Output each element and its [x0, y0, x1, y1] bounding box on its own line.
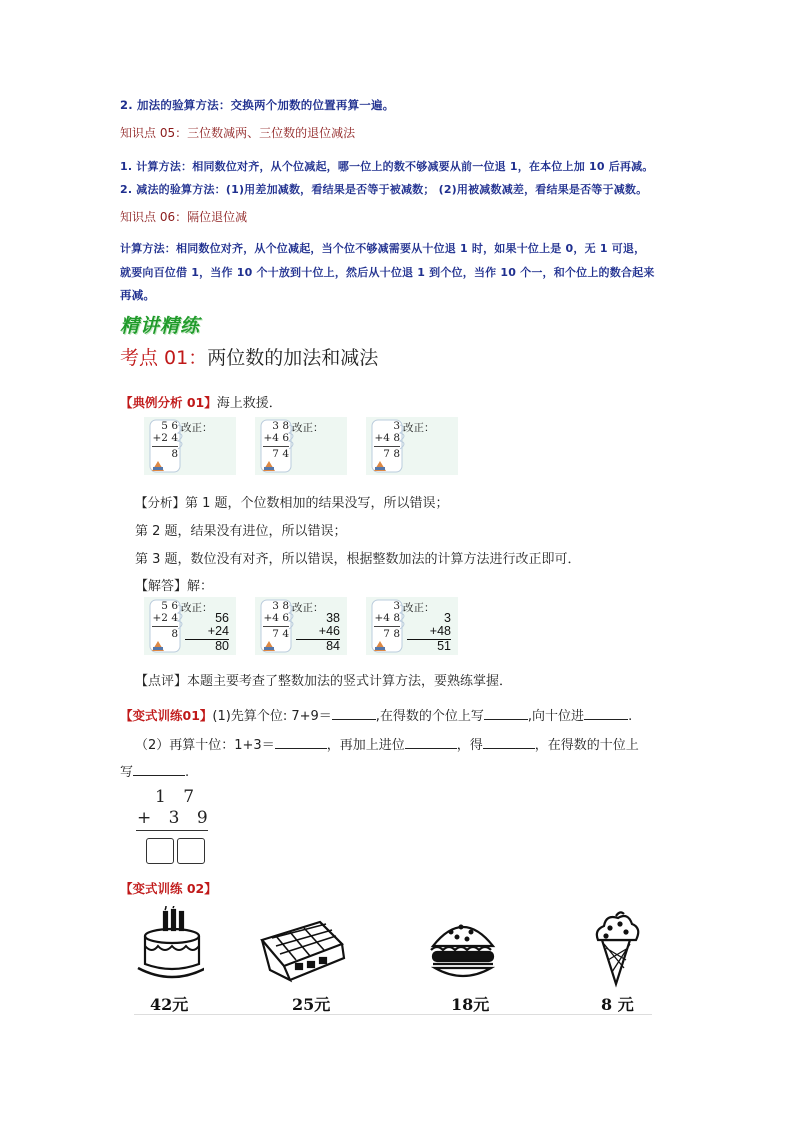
correction-addend-b: +24	[207, 624, 229, 638]
correction-addend-a: 3	[444, 611, 451, 625]
training1-line-3	[120, 761, 189, 780]
answer-blank-3[interactable]	[584, 707, 628, 720]
answer-blank-6[interactable]	[483, 736, 535, 749]
vertical-top-number: 1 7	[155, 787, 201, 807]
card-addend-b: +4 6	[263, 612, 289, 624]
answer-card-1	[144, 597, 236, 655]
comment-text: 本题主要考查了整数加法的竖式计算方法，要熟练掌握．	[187, 674, 513, 689]
training1-l1-d: .	[628, 709, 633, 724]
card-addend-a: 3	[393, 600, 400, 612]
cake-icon	[134, 906, 204, 986]
card-sum: 8	[152, 626, 178, 640]
answer-blank-5[interactable]	[405, 736, 457, 749]
topic-number: 考点 01：	[120, 347, 208, 369]
answer-blank-2[interactable]	[484, 707, 528, 720]
section-heading: 精讲精练	[120, 315, 201, 337]
topic-title	[120, 343, 378, 370]
answer-blank-4[interactable]	[275, 736, 327, 749]
answer-box-ones[interactable]	[177, 838, 205, 864]
fix-label: 改正：	[292, 422, 324, 434]
answer-blank-1[interactable]	[332, 707, 376, 720]
training1-l3-a: 写	[120, 765, 134, 780]
analysis-line-2: 第 2 题，结果没有进位，所以错误；	[135, 524, 347, 539]
training1-line-1	[120, 705, 632, 724]
correction-1	[185, 612, 229, 653]
burger-price: 18元	[451, 995, 490, 1014]
kp06-line-2: 就要向百位借 1，当作 10 个十放到十位上，然后从十位退 1 到个位，当作 10 个一，和个位上的数合起来	[120, 266, 655, 279]
burger-icon	[425, 912, 501, 986]
training1-l3-b: .	[185, 765, 190, 780]
card-addend-a: 5 6	[161, 420, 178, 432]
cake-price: 42元	[150, 995, 189, 1014]
knowledge-point-06-title: 知识点 06：隔位退位减	[120, 210, 248, 224]
training1-l2-d: ，在得数的十位上	[534, 738, 639, 753]
kp06-line-3: 再减。	[120, 288, 156, 302]
comment-line	[135, 670, 512, 689]
vertical-sum-line	[136, 830, 208, 831]
card-addend-b: +4 8	[374, 432, 400, 444]
problem-card-1	[144, 417, 236, 475]
example-header	[120, 392, 282, 411]
addition-check-method: 2. 加法的验算方法：交换两个加数的位置再算一遍。	[120, 98, 395, 112]
correction-3	[407, 612, 451, 653]
card-addend-b: +2 4	[152, 612, 178, 624]
kp05-check-method: 2. 减法的验算方法：(1)用差加减数，看结果是否等于被减数； (2)用被减数减差，看结果是否等于减数。	[120, 183, 648, 196]
training1-l1-a: (1)先算个位: 7+9＝	[212, 709, 332, 724]
fix-label: 改正：	[292, 602, 324, 614]
training1-l2-b: ，再加上进位	[326, 738, 405, 753]
answer-line	[135, 575, 213, 594]
fix-label: 改正：	[403, 602, 435, 614]
training1-tag: 【变式训练01】	[120, 708, 213, 723]
correction-addend-b: +46	[318, 624, 340, 638]
answer-text: 解：	[187, 579, 214, 594]
fix-label: 改正：	[403, 422, 435, 434]
analysis-line-3: 第 3 题，数位没有对齐，所以错误，根据整数加法的计算方法进行改正即可．	[135, 552, 581, 567]
analysis-line-1	[135, 492, 449, 511]
training1-l1-c: ,向十位进	[527, 709, 585, 724]
knowledge-point-05-title: 知识点 05：三位数减两、三位数的退位减法	[120, 126, 356, 140]
card-addend-b: +4 8	[374, 612, 400, 624]
training2-tag: 【变式训练 02】	[120, 881, 217, 896]
kp06-line-1: 计算方法：相同数位对齐，从个位减起，当个位不够减需要从十位退 1 时，如果十位上是 0，无 1 可退，	[120, 242, 646, 255]
correction-addend-b: +48	[429, 624, 451, 638]
correction-sum: 84	[296, 639, 340, 653]
problem-card-3	[366, 417, 458, 475]
card-addend-a: 3 8	[272, 420, 289, 432]
card-addend-a: 3	[393, 420, 400, 432]
correction-sum: 51	[407, 639, 451, 653]
answer-card-3	[366, 597, 458, 655]
fix-label: 改正：	[181, 422, 213, 434]
waffle-price: 25元	[292, 995, 331, 1014]
answer-card-2	[255, 597, 347, 655]
answer-blank-7[interactable]	[133, 763, 185, 776]
training1-l2-a: （2）再算十位：1+3＝	[135, 738, 275, 753]
card-addend-a: 5 6	[161, 600, 178, 612]
example-tag: 【典例分析 01】	[120, 395, 217, 410]
problem-card-2	[255, 417, 347, 475]
ice-cream-price: 8 元	[601, 995, 634, 1014]
training1-l2-c: ，得	[456, 738, 483, 753]
correction-2	[296, 612, 340, 653]
card-addend-b: +4 6	[263, 432, 289, 444]
training1-l1-b: ,在得数的个位上写	[375, 709, 484, 724]
card-sum: 7 4	[263, 446, 289, 460]
topic-text: 两位数的加法和减法	[207, 347, 379, 369]
correction-addend-a: 38	[326, 611, 340, 625]
card-sum: 7 4	[263, 626, 289, 640]
kp05-calc-method: 1. 计算方法：相同数位对齐，从个位减起，哪一位上的数不够减要从前一位退 1，在本位上加 10 后再减。	[120, 160, 654, 173]
correction-addend-a: 56	[215, 611, 229, 625]
ice-cream-icon	[592, 910, 642, 990]
card-addend-b: +2 4	[152, 432, 178, 444]
fix-label: 改正：	[181, 602, 213, 614]
correction-sum: 80	[185, 639, 229, 653]
answer-tag: 【解答】	[135, 579, 188, 594]
vertical-bottom-number: + 3 9	[137, 808, 214, 828]
card-sum: 7 8	[374, 446, 400, 460]
waffle-icon	[256, 916, 346, 986]
answer-box-tens[interactable]	[146, 838, 174, 864]
food-row-divider	[134, 1014, 652, 1015]
card-addend-a: 3 8	[272, 600, 289, 612]
card-sum: 8	[152, 446, 178, 460]
analysis-tag: 【分析】	[135, 495, 186, 510]
comment-tag: 【点评】	[135, 674, 188, 689]
example-title: 海上救援．	[216, 396, 282, 411]
training1-line-2	[135, 734, 639, 753]
card-sum: 7 8	[374, 626, 400, 640]
analysis-text-1: 第 1 题，个位数相加的结果没写，所以错误；	[185, 496, 449, 511]
